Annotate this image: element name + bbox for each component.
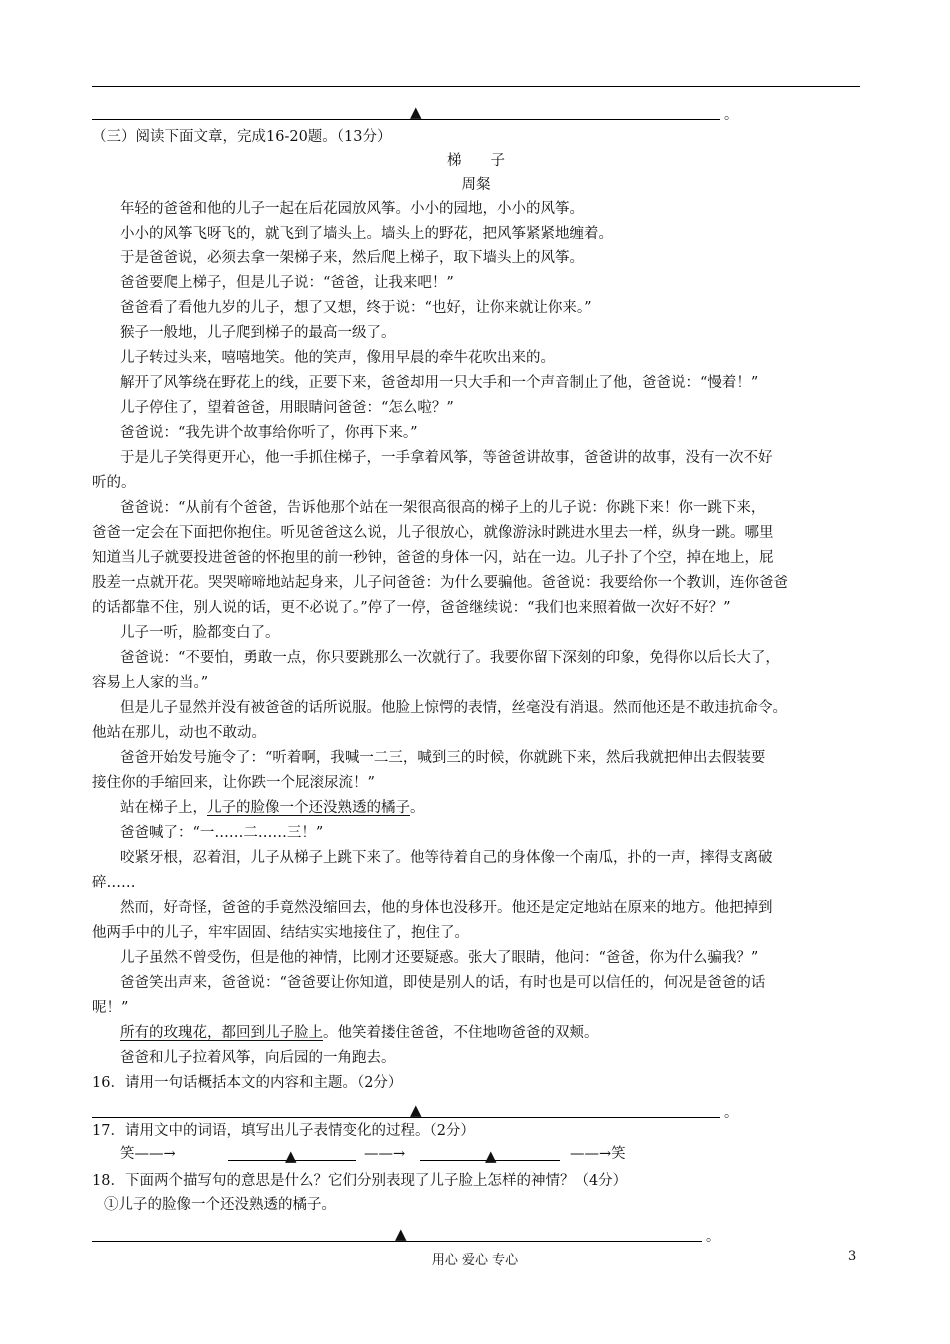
paragraph-line: 咬紧牙根，忍着泪，儿子从梯子上跳下来了。他等待着自己的身体像一个南瓜，扑的一声，摔得支离破 xyxy=(120,850,773,866)
triangle-marker-icon: ▲ xyxy=(395,1225,407,1243)
section-heading: （三）阅读下面文章，完成16-20题。（13分） xyxy=(92,129,392,145)
paragraph-line: 儿子停住了，望着爸爸，用眼睛问爸爸：“怎么啦？” xyxy=(120,400,454,416)
paragraph-line: 爸爸一定会在下面把你抱住。听见爸爸这么说，儿子很放心，就像游泳时跳进水里去一样，纵身一跳。哪里 xyxy=(92,525,774,541)
question-18-item-1: ①儿子的脸像一个还没熟透的橘子。 xyxy=(104,1197,336,1213)
paragraph-line: 爸爸和儿子拉着风筝，向后园的一角跑去。 xyxy=(120,1050,396,1066)
paragraph-line: 儿子虽然不曾受伤，但是他的神情，比刚才还要疑惑。张大了眼睛，他问：“爸爸，你为什么骗我？” xyxy=(120,950,759,966)
paragraph-line: 于是儿子笑得更开心，他一手抓住梯子，一手拿着风筝，等爸爸讲故事，爸爸讲的故事，没有一次不好 xyxy=(120,450,773,466)
question-16: 16．请用一句话概括本文的内容和主题。（2分） xyxy=(92,1075,403,1091)
answer-end-mark: 。 xyxy=(706,1229,720,1245)
paragraph-line-orange xyxy=(120,797,900,819)
page-number: 3 xyxy=(848,1249,857,1264)
question-18: 18．下面两个描写句的意思是什么？它们分别表现了儿子脸上怎样的神情？（4分） xyxy=(92,1173,628,1189)
paragraph-line: 股差一点就开花。哭哭啼啼地站起身来，儿子问爸爸：为什么要骗他。爸爸说：我要给你一个教训，连你爸爸 xyxy=(92,575,788,591)
paragraph-line: 爸爸笑出声来，爸爸说：“爸爸要让你知道，即使是别人的话，有时也是可以信任的，何况是爸爸的话 xyxy=(120,975,766,991)
paragraph-line: 小小的风筝飞呀飞的，就飞到了墙头上。墙头上的野花，把风筝紧紧地缠着。 xyxy=(120,226,613,242)
answer-underline xyxy=(92,119,720,120)
flow-start: 笑——→ xyxy=(120,1146,176,1162)
paragraph-line: 解开了风筝绕在野花上的线，正要下来，爸爸却用一只大手和一个声音制止了他，爸爸说：“慢着！” xyxy=(120,375,759,391)
orange-lead: 站在梯子上， xyxy=(120,800,207,816)
underlined-rose-sentence: 所有的玫瑰花，都回到儿子脸上 xyxy=(120,1025,323,1041)
paragraph-line-rose xyxy=(120,1022,900,1044)
paragraph-line: 爸爸喊了：“一……二……三！” xyxy=(120,825,324,841)
article-title: 梯 子 xyxy=(447,153,505,169)
paragraph-line: 的话都靠不住，别人说的话，更不必说了。”停了一停，爸爸继续说：“我们也来照着做一次好不好？” xyxy=(92,600,731,616)
orange-end: 。 xyxy=(410,800,425,816)
answer-line-q16[interactable] xyxy=(92,1094,742,1122)
paragraph-line: 但是儿子显然并没有被爸爸的话所说服。他脸上惊愕的表情，丝毫没有消退。然而他还是不敢违抗命令。 xyxy=(120,700,787,716)
answer-underline xyxy=(92,1117,720,1118)
article-author: 周粲 xyxy=(461,177,491,193)
flow-end: ——→笑 xyxy=(570,1146,626,1162)
triangle-marker-icon: ▲ xyxy=(285,1147,297,1165)
answer-line-q18[interactable] xyxy=(92,1218,722,1246)
paragraph-line: 呢！” xyxy=(92,1000,129,1016)
paragraph-line: 爸爸开始发号施令了：“听着啊，我喊一二三，喊到三的时候，你就跳下来，然后我就把伸出去假装要 xyxy=(120,750,766,766)
paragraph-line: 爸爸说：“不要怕，勇敢一点，你只要跳那么一次就行了。我要你留下深刻的印象，免得你以后长大了， xyxy=(120,650,780,666)
paragraph-line: 他两手中的儿子，牢牢固固、结结实实地接住了，抱住了。 xyxy=(92,925,469,941)
paragraph-line: 容易上人家的当。” xyxy=(92,675,209,691)
rose-end: 。他笑着搂住爸爸，不住地吻爸爸的双颊。 xyxy=(323,1025,599,1041)
paragraph-line: 爸爸看了看他九岁的儿子，想了又想，终于说：“也好，让你来就让你来。” xyxy=(120,300,592,316)
paragraph-line: 爸爸说：“从前有个爸爸，告诉他那个站在一架很高很高的梯子上的儿子说：你跳下来！你一跳下来， xyxy=(120,500,766,516)
flow-arrow: ——→ xyxy=(364,1146,406,1162)
paragraph-line: 然而，好奇怪，爸爸的手竟然没缩回去，他的身体也没移开。他还是定定地站在原来的地方。他把掉到 xyxy=(120,900,773,916)
top-rule xyxy=(92,86,860,87)
paragraph-line: 碎…… xyxy=(92,875,136,891)
paragraph-line: 猴子一般地，儿子爬到梯子的最高一级了。 xyxy=(120,325,396,341)
answer-end-mark: 。 xyxy=(724,1105,738,1121)
paragraph-line: 儿子一听，脸都变白了。 xyxy=(120,625,280,641)
triangle-marker-icon: ▲ xyxy=(410,1101,422,1119)
paragraph-line: 爸爸说：“我先讲个故事给你听了，你再下来。” xyxy=(120,425,418,441)
paragraph-line: 年轻的爸爸和他的儿子一起在后花园放风筝。小小的园地，小小的风筝。 xyxy=(120,201,584,217)
footer-motto: 用心 爱心 专心 xyxy=(431,1253,519,1268)
question-17: 17．请用文中的词语，填写出儿子表情变化的过程。（2分） xyxy=(92,1123,475,1139)
paragraph-line: 接住你的手缩回来，让你跌一个屁滚尿流！” xyxy=(92,775,375,791)
triangle-marker-icon: ▲ xyxy=(485,1147,497,1165)
underlined-orange-sentence: 儿子的脸像一个还没熟透的橘子 xyxy=(207,800,410,816)
paragraph-line: 爸爸要爬上梯子，但是儿子说：“爸爸，让我来吧！” xyxy=(120,275,454,291)
answer-line-top xyxy=(92,96,742,124)
paragraph-line: 儿子转过头来，嘻嘻地笑。他的笑声，像用早晨的牵牛花吹出来的。 xyxy=(120,350,555,366)
expression-flow xyxy=(120,1143,680,1167)
answer-end-mark: 。 xyxy=(724,107,738,123)
paragraph-line: 于是爸爸说，必须去拿一架梯子来，然后爬上梯子，取下墙头上的风筝。 xyxy=(120,250,584,266)
paragraph-line: 听的。 xyxy=(92,475,136,491)
paragraph-line: 知道当儿子就要投进爸爸的怀抱里的前一秒钟，爸爸的身体一闪，站在一边。儿子扑了个空，掉在地上，屁 xyxy=(92,550,774,566)
paragraph-line: 他站在那儿，动也不敢动。 xyxy=(92,725,266,741)
triangle-marker-icon: ▲ xyxy=(410,103,422,121)
